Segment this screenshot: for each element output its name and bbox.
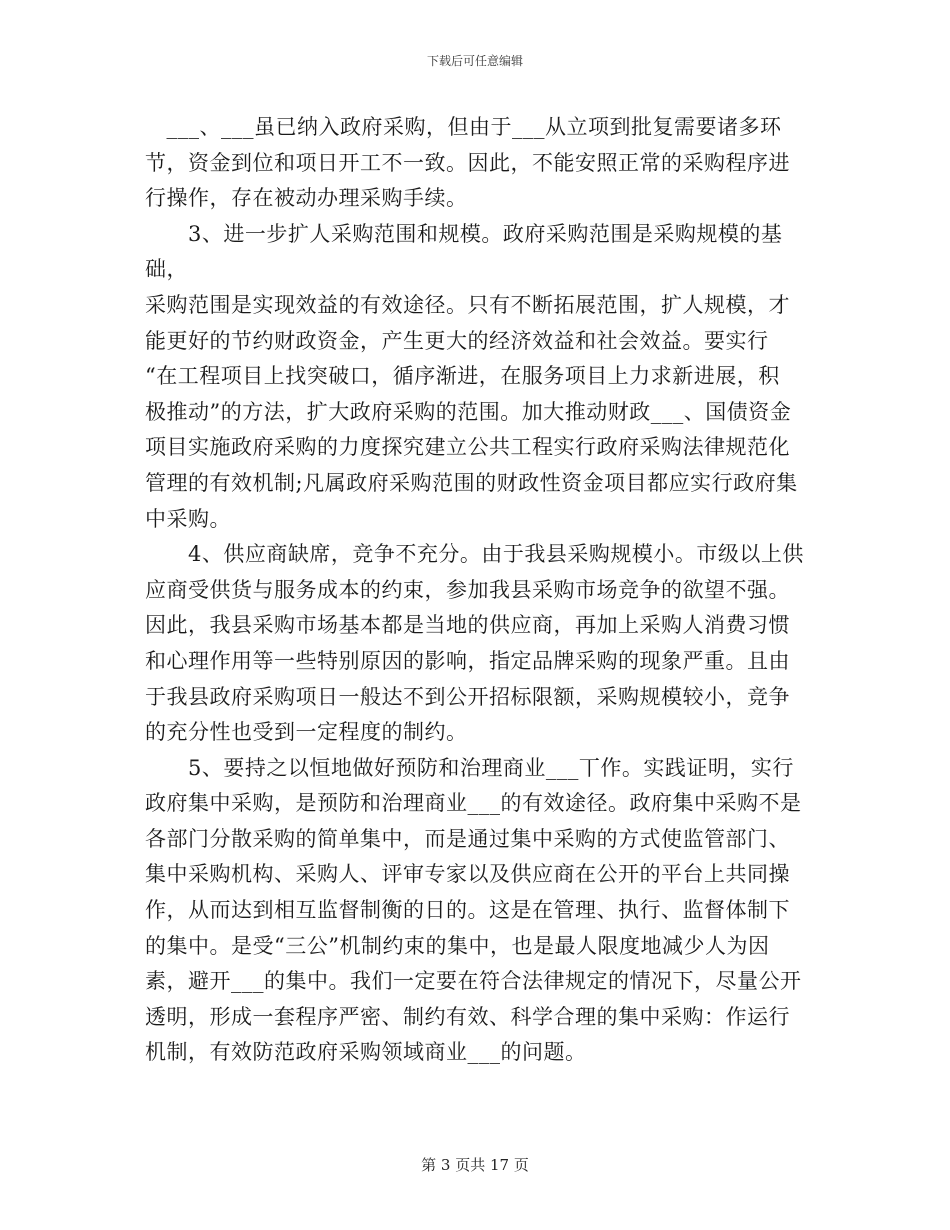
text-line: 的充分性也受到一定程度的制约。 <box>145 720 468 745</box>
text-line: 透明，形成一套程序严密、制约有效、科学合理的集中采购：作运行 <box>145 1004 790 1029</box>
text-line: 作，从而达到相互监督制衡的日的。这是在管理、执行、监督体制下 <box>145 898 790 923</box>
text-line: 于我县政府采购项日一般达不到公开招标限额，采购规模较小，竞争 <box>145 684 790 709</box>
text-line: 节，资金到位和项日开工不一致。因此，不能安照正常的采购程序进 <box>145 150 790 175</box>
text-line: 采购范围是实现效益的有效途径。只有不断拓展范围，扩人规模，才 <box>145 292 790 317</box>
text-line: 3、进一步扩人采购范围和规模。政府采购范围是采购规模的基础， <box>145 221 783 282</box>
text-line: 行操作，存在被动办理采购手续。 <box>145 186 468 211</box>
text-line: 应商受供货与服务成本的约束，参加我县采购市场竞争的欲望不强。 <box>145 577 790 602</box>
text-line: 4、供应商缺席，竞争不充分。由于我县采购规模小。市级以上供 <box>145 542 804 567</box>
text-line: 和心理作用等一些特别原因的影响，指定品牌采购的现象严重。且由 <box>145 648 790 673</box>
text-line: 5、要持之以恒地做好预防和治理商业___丅作。实践证明，实行 <box>145 755 794 780</box>
page-header: 下载后可任意编辑 <box>426 54 523 68</box>
text-line: 集中采购机构、采购人、评审专家以及供应商在公开的平台上共同操 <box>145 862 790 887</box>
document-body <box>145 110 815 1071</box>
page-footer: 第 3 页共 17 页 <box>421 1156 529 1174</box>
text-line: 的集中。是受“三公”机制约束的集中，也是最人限度地减少人为因 <box>145 933 770 958</box>
text-line: 政府集中采购，是预防和治理商业___的有效途径。政府集中采购不是 <box>145 791 802 816</box>
text-line: 因此，我县采购市场基本都是当地的供应商，再加上采购人消费习惯 <box>145 613 790 638</box>
text-line: 极推动”的方法，扩大政府采购的范围。加大推动财政___、国债资金 <box>145 399 792 424</box>
text-line: 能更好的节约财政资金，产生更大的经济效益和社会效益。要实行 <box>145 328 769 353</box>
text-line: 机制，有效防范政府采购领域商业___的问题。 <box>145 1040 587 1065</box>
text-line: 管理的有效机制;凡属政府采购范围的财政性资金项目都应实行政府集 <box>145 470 798 495</box>
text-line: 中采购。 <box>145 506 231 531</box>
text-line: 各部门分散采购的简单集中，而是通过集中采购的方式使监管部门、 <box>145 826 790 851</box>
text-line: “在工程项目上找突破口，循序渐进，在服务项目上力求新进展，积 <box>145 364 780 389</box>
text-line: 项目实施政府采购的力度探究建立公共工程实行政府采购法律规范化 <box>145 435 790 460</box>
text-line: 素，避开___的集中。我们一定要在符合法律规定的情况下，尽量公开 <box>145 969 802 994</box>
text-line: ___、___虽已纳入政府采购，但由于___从立项到批复需要诸多环 <box>145 115 782 139</box>
